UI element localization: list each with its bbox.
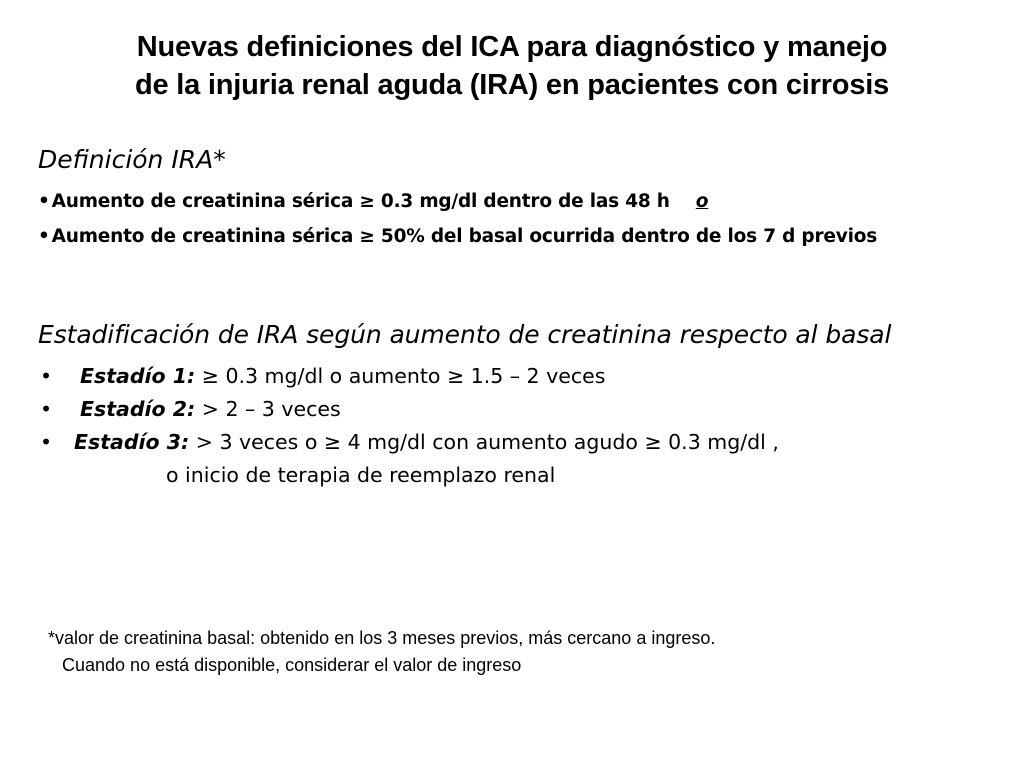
definition-conjunction: o: [695, 191, 709, 212]
slide-title: [0, 28, 1024, 104]
staging-heading: Estadificación de IRA según aumento de creatinina respecto al basal: [38, 320, 892, 349]
stage-label: Estadío 3:: [74, 430, 190, 454]
stage-label: Estadío 1:: [80, 364, 196, 388]
bullet: •: [38, 191, 50, 212]
definition-list: [38, 184, 877, 254]
footnote-line-2: Cuando no está disponible, considerar el valor de ingreso: [62, 655, 522, 675]
stage-label: Estadío 2:: [80, 397, 196, 421]
footnote: [48, 625, 715, 679]
title-line-1: Nuevas definiciones del ICA para diagnóstico y manejo: [136, 31, 888, 63]
bullet: •: [38, 226, 50, 247]
stage-text: > 3 veces o ≥ 4 mg/dl con aumento agudo ≥ 0.3 mg/dl ,: [189, 430, 779, 454]
definition-item-text: Aumento de creatinina sérica ≥ 0.3 mg/dl dentro de las 48 h: [51, 191, 670, 212]
bullet: •: [40, 430, 53, 454]
definition-item-text: Aumento de creatinina sérica ≥ 50% del basal ocurrida dentro de los 7 d previos: [51, 226, 878, 247]
definition-item: [38, 219, 877, 254]
definition-item: [38, 184, 877, 219]
title-line-2: de la injuria renal aguda (IRA) en pacientes con cirrosis: [134, 69, 890, 101]
footnote-line-1: *valor de creatinina basal: obtenido en los 3 meses previos, más cercano a ingreso.: [48, 628, 716, 648]
bullet: •: [40, 397, 53, 421]
definition-heading: Definición IRA*: [38, 145, 226, 174]
bullet: •: [40, 364, 53, 388]
stage-text: > 2 – 3 veces: [195, 397, 341, 421]
stage-text: ≥ 0.3 mg/dl o aumento ≥ 1.5 – 2 veces: [195, 364, 606, 388]
stage-continuation-text: o inicio de terapia de reemplazo renal: [166, 463, 556, 487]
